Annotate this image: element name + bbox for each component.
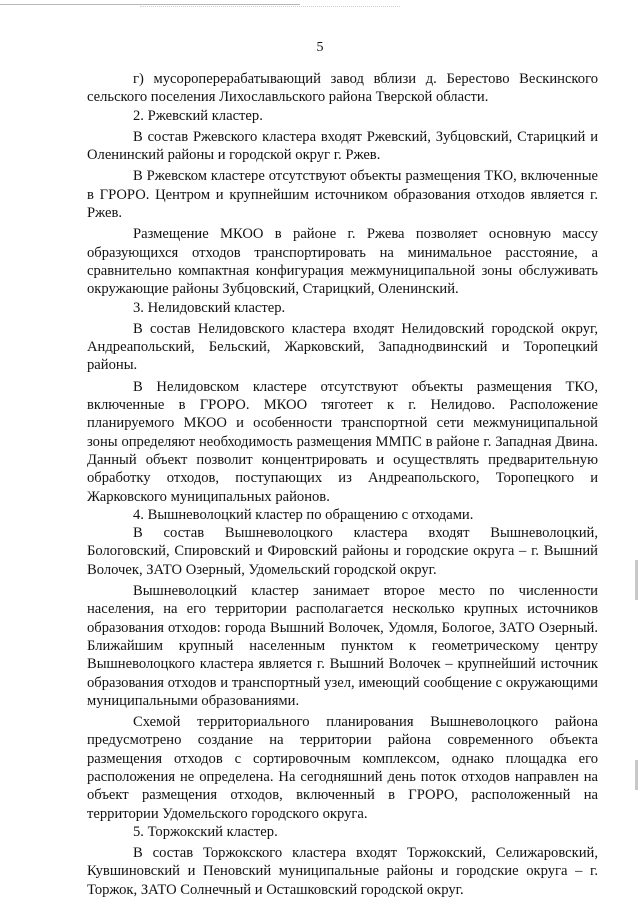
scan-edge-mark xyxy=(635,760,638,790)
paragraph: В состав Нелидовского кластера входят Нелидовский городской округ, Андреапольский, Бельский, Жарковский, Западнодвинский и Торопецкий районы. xyxy=(87,320,598,374)
section-heading: 5. Торжокский кластер. xyxy=(133,823,278,840)
paragraph: В Ржевском кластере отсутствуют объекты размещения ТКО, включенные в ГРОРО. Центром и крупнейшим источником образования отходов является г. Ржев. xyxy=(87,168,598,222)
document-body xyxy=(87,70,598,899)
paragraph: Схемой территориального планирования Вышневолоцкого района предусмотрено создание на территории района современного объекта размещения отходов с сортировочным комплексом, однако площадка его расположения не определена. На сегодняшний день поток отходов направлен на объект размещения отходов, включенный в ГРОРО, расположенный на территории Удомельского городского округа. xyxy=(87,714,598,822)
paragraph: Размещение МКОО в районе г. Ржева позволяет основную массу образующихся отходов транспортировать на минимальное расстояние, а сравнительно компактная конфигурация межмуниципальной зоны обслуживать окружающие районы Зубцовский, Старицкий, Оленинский. xyxy=(87,226,598,298)
paragraph: В состав Вышневолоцкого кластера входят Вышневолоцкий, Бологовский, Спировский и Фировский районы и городские округа – г. Вышний Волочек, ЗАТО Озерный, Удомельский городской округ. xyxy=(87,525,598,578)
paragraph: г) мусороперерабатывающий завод вблизи д. Берестово Вескинского сельского поселения Лихославльского района Тверской области. xyxy=(87,71,598,106)
section-heading: 3. Нелидовский кластер. xyxy=(133,299,286,316)
paragraph: В состав Торжокского кластера входят Торжокский, Селижаровский, Кувшиновский и Пеновский муниципальные районы и городские округа – г. Торжок, ЗАТО Солнечный и Осташковский городской округ. xyxy=(87,845,598,898)
paragraph: В состав Ржевского кластера входят Ржевский, Зубцовский, Старицкий и Оленинский районы и городской округ г. Ржев. xyxy=(87,128,598,164)
scan-edge-mark xyxy=(635,560,638,600)
paragraph: Вышневолоцкий кластер занимает второе место по численности населения, на его территории располагается несколько крупных источников образования отходов: города Вышний Волочек, Удомля, Бологое, ЗАТО Озерный. Ближайшим крупный населенным пунктом к геометрическому центру Вышневолоцкого кластера является г. Вышний Волочек – крупнейший источник образования отходов и транспортный узел, имеющий сообщение с окружающими муниципальными образованиями. xyxy=(87,583,598,709)
section-heading: 4. Вышневолоцкий кластер по обращению с отходами. xyxy=(133,506,474,523)
scan-artifact-line xyxy=(0,4,300,5)
section-heading: 2. Ржевский кластер. xyxy=(133,107,263,124)
paragraph: В Нелидовском кластере отсутствуют объекты размещения ТКО, включенные в ГРОРО. МКОО тяготеет к г. Нелидово. Расположение планируемого МКОО и особенности транспортной сети межмуниципальной зоны определяют необходимость размещения ММПС в районе г. Западная Двина. Данный объект позволит концентрировать и осуществлять предварительную обработку отходов, поступающих из Андреапольского, Торопецкого и Жарковского муниципальных районов. xyxy=(87,378,598,505)
page-number: 5 xyxy=(316,40,324,55)
scan-artifact-dots xyxy=(140,6,400,7)
